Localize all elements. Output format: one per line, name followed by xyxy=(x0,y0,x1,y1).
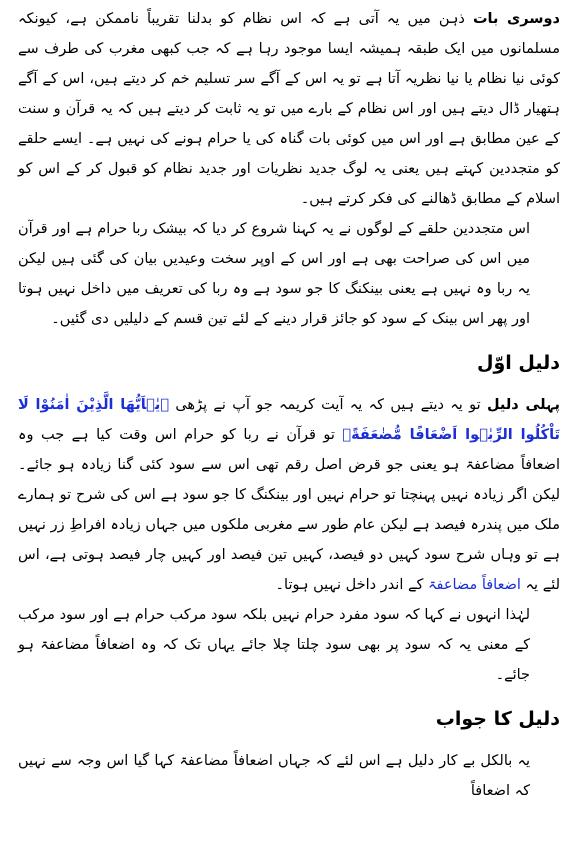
quran-verse: ﴿يٰۤاَيُّهَا الَّذِيْنَ اٰمَنُوْا لَا تَاْكُلُوا الرِّبٰۤوا اَضْعَافًا مُّضٰعَفَةً﴾ xyxy=(18,397,560,443)
paragraph-lead: پہلی دلیل xyxy=(486,397,561,413)
paragraph-text: تو یہ دیتے ہیں کہ یہ آیت کریمہ جو آپ نے پڑھی xyxy=(169,397,487,413)
paragraph-text: تو قرآن نے ربا کو حرام اس وقت کیا ہے جب وہ اضعافاً مضاعفۃ ہو یعنی جو قرض اصل رقم تھی اس سے سود کئی گنا زیادہ ہو جائے۔ لیکن اگر زیادہ نہیں پہنچتا تو حرام نہیں اور بینکنگ کا جو سود ہے اس کی شرح تو ہمارے ملک میں پندرہ فیصد ہے لیکن عام طور سے مغربی ملکوں میں جہاں زیادہ افراطِ زر نہیں ہے تو وہاں شرح سود کہیں دو فیصد، کہیں تین فیصد اور کہیں چار فیصد ہوتی ہے، اس لئے یہ xyxy=(18,427,560,593)
highlighted-term: اضعافاً مضاعفۃ xyxy=(427,577,521,593)
section-heading-first-argument: دلیل اوّل xyxy=(476,352,560,374)
paragraph-modernists: اس متجددین حلقے کے لوگوں نے یہ کہنا شروع کر دیا کہ بیشک ربا حرام ہے اور قرآن میں اس کی صراحت بھی ہے اور اس کے اوپر سخت وعیدیں بیان کی گئی ہیں لیکن یہ ربا وہ نہیں ہے یعنی بینکنگ کا جو سود ہے وہ ربا کی تعریف میں داخل نہیں ہوتا اور پھر اس بینک کے سود کو جائز قرار دینے کے لئے تین قسم کے دلیلیں دی گئیں۔ xyxy=(18,221,530,327)
paragraph-first-argument xyxy=(18,390,560,600)
section-heading-answer: دلیل کا جواب xyxy=(435,708,560,730)
paragraph-second-point xyxy=(18,4,560,214)
paragraph-answer: یہ بالکل بے کار دلیل ہے اس لئے کہ جہاں اضعافاً مضاعفۃ کہا گیا اس وجہ سے نہیں کہ اضعافاً xyxy=(18,753,530,799)
paragraph-compound-interest: لہٰذا انہوں نے کہا کہ سود مفرد حرام نہیں بلکہ سود مرکب حرام ہے اور سود مرکب کے معنی یہ کہ سود پر بھی سود چلتا چلا جائے یہاں تک کہ وہ اضعافاً مضاعفۃ ہو جائے۔ xyxy=(18,607,530,683)
paragraph-lead: دوسری بات xyxy=(472,11,560,27)
paragraph-body: ذہن میں یہ آتی ہے کہ اس نظام کو بدلنا تقریباً ناممکن ہے، کیونکہ مسلمانوں میں ایک طبقہ ہمیشہ ایسا موجود رہا ہے کہ جب کبھی مغرب کی طرف سے کوئی نیا نظام یا نیا نظریہ آتا ہے تو یہ اس کے آگے سر تسلیم خم کر دیتے ہیں، اس کے آگے ہتھیار ڈال دیتے ہیں اور اس نظام کے بارے میں تو یہ ثابت کر دیتے ہیں کہ یہ قرآن و سنت کے عین مطابق ہے اور اس میں کوئی بات گناہ کی یا حرام ہونے کی نہیں ہے۔ ایسے حلقے کو متجددین کہتے ہیں یعنی یہ لوگ جدید نظریات اور جدید نظام کو قبول کر کے اس کو اسلام کے مطابق ڈھالنے کی فکر کرتے ہیں۔ xyxy=(18,11,560,207)
paragraph-text: کے اندر داخل نہیں ہوتا۔ xyxy=(275,577,428,593)
